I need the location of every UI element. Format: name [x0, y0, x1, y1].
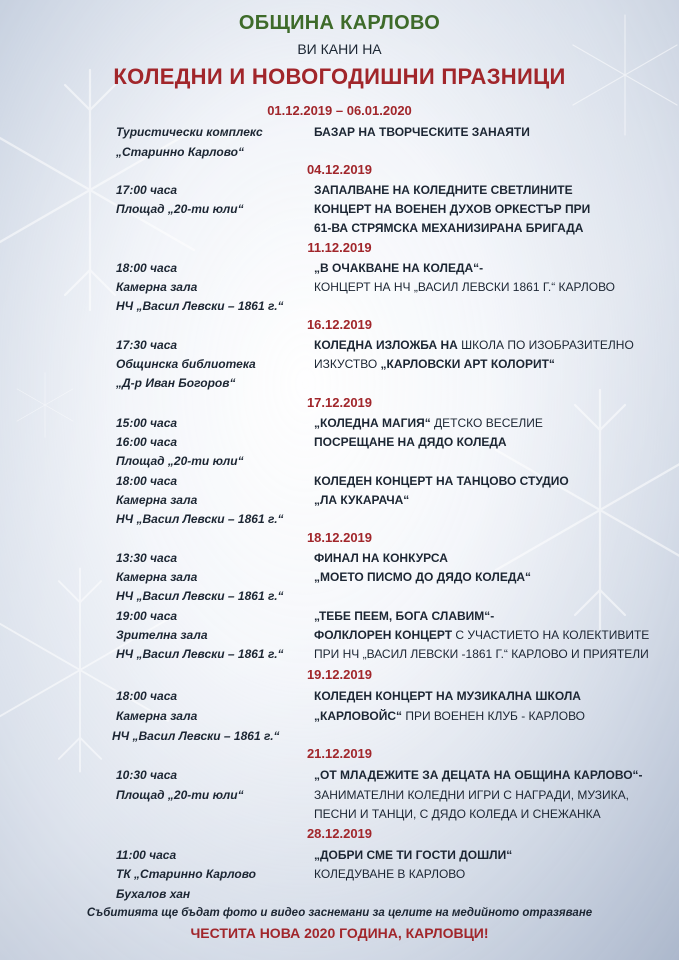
- event-time: 18:00 часа: [116, 689, 178, 703]
- venue-label: Камерна зала: [116, 280, 198, 294]
- event-name: „КОЛЕДНА МАГИЯ“ ДЕТСКО ВЕСЕЛИЕ: [314, 416, 543, 430]
- venue-label: Площад „20-ти юли“: [116, 788, 244, 802]
- event-name: ПОСРЕЩАНЕ НА ДЯДО КОЛЕДА: [314, 435, 507, 449]
- event-time: 15:00 часа: [116, 416, 178, 430]
- event-date: 04.12.2019: [306, 162, 373, 177]
- organizer-title: ОБЩИНА КАРЛОВО: [238, 12, 441, 34]
- event-name: „ЛА КУКАРАЧА“: [314, 493, 410, 507]
- venue-label: Площад „20-ти юли“: [116, 202, 244, 216]
- venue-label: НЧ „Васил Левски – 1861 г.“: [116, 512, 284, 526]
- event-name: КОЛЕДЕН КОНЦЕРТ НА ТАНЦОВО СТУДИО: [314, 474, 569, 488]
- event-date: 19.12.2019: [306, 667, 373, 682]
- event-name: КОНЦЕРТ НА ВОЕНЕН ДУХОВ ОРКЕСТЪР ПРИ: [314, 202, 591, 216]
- event-time: 18:00 часа: [116, 474, 178, 488]
- event-time: 19:00 часа: [116, 609, 178, 623]
- event-description: КОЛЕДУВАНЕ В КАРЛОВО: [314, 867, 466, 881]
- media-note: Събитията ще бъдат фото и видео заснемани за целите на медийното отразяване: [86, 907, 593, 919]
- event-time: 16:00 часа: [116, 435, 178, 449]
- event-title: КОЛЕДНИ И НОВОГОДИШНИ ПРАЗНИЦИ: [113, 64, 566, 89]
- venue-label: Бухалов хан: [116, 887, 191, 901]
- event-date: 28.12.2019: [306, 826, 373, 841]
- venue-label: Площад „20-ти юли“: [116, 454, 244, 468]
- venue-label: Камерна зала: [116, 493, 198, 507]
- venue-label: НЧ „Васил Левски – 1861 г.“: [116, 647, 284, 661]
- event-time: 18:00 часа: [116, 261, 178, 275]
- event-description: ПЕСНИ И ТАНЦИ, С ДЯДО КОЛЕДА И СНЕЖАНКА: [314, 807, 601, 821]
- venue-label: Туристически комплекс: [116, 125, 263, 139]
- venue-label: НЧ „Васил Левски – 1861 г.“: [116, 299, 284, 313]
- event-name: КОЛЕДЕН КОНЦЕРТ НА МУЗИКАЛНА ШКОЛА: [314, 689, 581, 703]
- event-name: 61-ВА СТРЯМСКА МЕХАНИЗИРАНА БРИГАДА: [314, 221, 584, 235]
- venue-label: Общинска библиотека: [116, 357, 256, 371]
- event-name: „ДОБРИ СМЕ ТИ ГОСТИ ДОШЛИ“: [314, 848, 513, 862]
- date-range: 01.12.2019 – 06.01.2020: [267, 103, 412, 118]
- event-name: „МОЕТО ПИСМО ДО ДЯДО КОЛЕДА“: [314, 570, 532, 584]
- event-description: ПРИ НЧ „ВАСИЛ ЛЕВСКИ -1861 Г.“ КАРЛОВО И ПРИЯТЕЛИ: [314, 647, 649, 661]
- venue-label: „Д-р Иван Богоров“: [116, 376, 236, 390]
- new-year-wish: ЧЕСТИТА НОВА 2020 ГОДИНА, КАРЛОВЦИ!: [190, 925, 489, 941]
- event-name: БАЗАР НА ТВОРЧЕСКИТЕ ЗАНАЯТИ: [314, 125, 530, 139]
- venue-label: „Старинно Карлово“: [116, 145, 244, 159]
- event-description: ФОЛКЛОРЕН КОНЦЕРТ С УЧАСТИЕТО НА КОЛЕКТИВИТЕ: [314, 628, 650, 642]
- event-name: КОЛЕДНА ИЗЛОЖБА НА ШКОЛА ПО ИЗОБРАЗИТЕЛНО: [314, 338, 634, 352]
- venue-label: НЧ „Васил Левски – 1861 г.“: [116, 589, 284, 603]
- venue-label: Камерна зала: [116, 709, 198, 723]
- event-date: 18.12.2019: [306, 530, 373, 545]
- venue-label: ТК „Старинно Карлово: [116, 867, 257, 881]
- event-description: ЗАНИМАТЕЛНИ КОЛЕДНИ ИГРИ С НАГРАДИ, МУЗИКА,: [314, 788, 629, 802]
- event-time: 13:30 часа: [116, 551, 178, 565]
- event-description: „КАРЛОВОЙС“ ПРИ ВОЕНЕН КЛУБ - КАРЛОВО: [314, 709, 586, 723]
- event-time: 10:30 часа: [116, 768, 178, 782]
- event-name: ЗАПАЛВАНЕ НА КОЛЕДНИТЕ СВЕТЛИНИТЕ: [314, 183, 573, 197]
- event-name: „ТЕБЕ ПЕЕМ, БОГА СЛАВИМ“-: [314, 609, 495, 623]
- event-name: ФИНАЛ НА КОНКУРСА: [314, 551, 448, 565]
- event-time: 17:30 часа: [116, 338, 178, 352]
- event-name: „В ОЧАКВАНЕ НА КОЛЕДА“-: [314, 261, 484, 275]
- event-date: 16.12.2019: [306, 317, 373, 332]
- invite-line: ВИ КАНИ НА: [297, 41, 382, 57]
- event-date: 17.12.2019: [306, 395, 373, 410]
- venue-label: Камерна зала: [116, 570, 198, 584]
- event-time: 17:00 часа: [116, 183, 178, 197]
- event-description: ИЗКУСТВО „КАРЛОВСКИ АРТ КОЛОРИТ“: [314, 357, 555, 371]
- event-description: КОНЦЕРТ НА НЧ „ВАСИЛ ЛЕВСКИ 1861 Г.“ КАРЛОВО: [314, 280, 616, 294]
- event-time: 11:00 часа: [116, 848, 177, 862]
- event-date: 11.12.2019: [307, 240, 372, 255]
- venue-label: НЧ „Васил Левски – 1861 г.“: [112, 729, 280, 743]
- event-name: „ОТ МЛАДЕЖИТЕ ЗА ДЕЦАТА НА ОБЩИНА КАРЛОВО“-: [314, 768, 643, 782]
- event-date: 21.12.2019: [306, 746, 373, 761]
- venue-label: Зрителна зала: [116, 628, 208, 642]
